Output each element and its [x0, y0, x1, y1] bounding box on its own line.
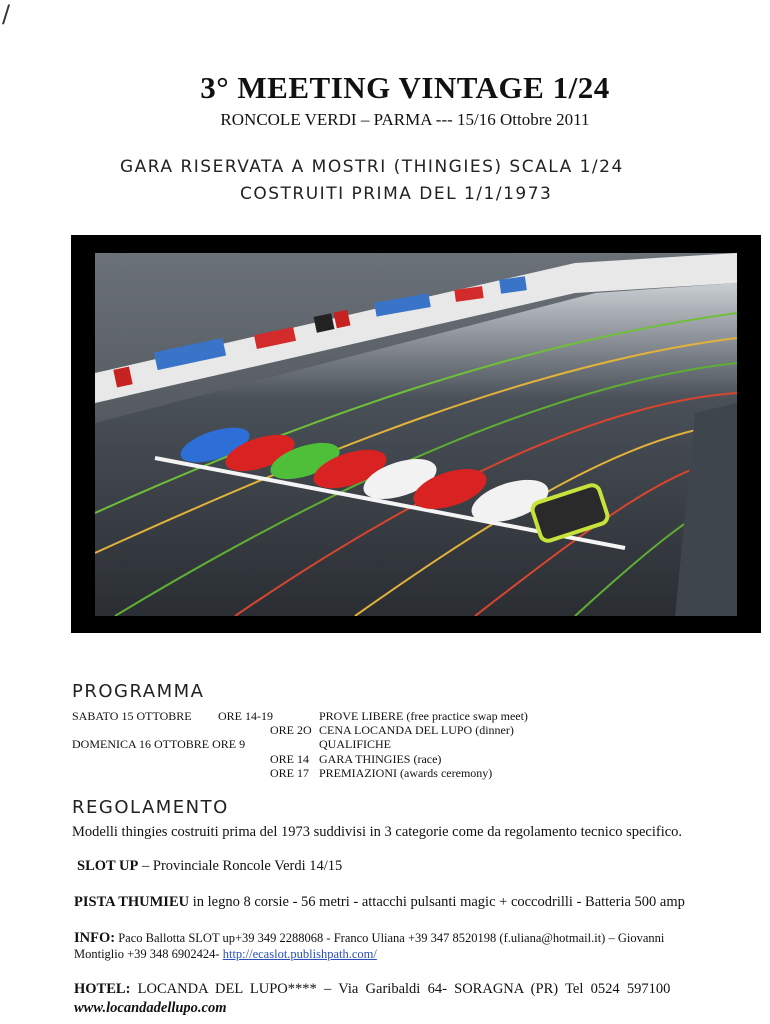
- schedule-event: PREMIAZIONI (awards ceremony): [319, 766, 493, 780]
- slot-up-text: – Provinciale Roncole Verdi 14/15: [138, 858, 343, 874]
- photo-frame: [71, 235, 761, 633]
- pista-label: PISTA THUMIEU: [74, 894, 190, 910]
- slot-up-line: [77, 858, 342, 875]
- schedule-row: [72, 709, 192, 724]
- regolamento-heading: REGOLAMENTO: [72, 797, 229, 818]
- programma-heading: PROGRAMMA: [72, 681, 205, 702]
- schedule-time: ORE 17: [270, 766, 309, 780]
- info-text: Paco Ballotta SLOT up+39 349 2288068 - Franco Uliana +39 347 8520198 (f.uliana@hotmail.it) – Giovanni: [115, 931, 665, 945]
- schedule-time: ORE 2O: [270, 723, 312, 737]
- schedule-time: ORE 14: [270, 752, 309, 766]
- schedule-event: GARA THINGIES (race): [319, 752, 442, 766]
- schedule-day: DOMENICA 16 OTTOBRE ORE 9: [72, 737, 246, 751]
- info-text-2: Montiglio +39 348 6902424-: [74, 947, 220, 961]
- pen-mark: /: [2, 0, 11, 28]
- info-label: INFO:: [74, 930, 116, 946]
- hotel-text: LOCANDA DEL LUPO**** – Via Garibaldi 64- SORAGNA (PR) Tel 0524 597100: [137, 981, 671, 997]
- pista-line: [74, 894, 685, 911]
- ecaslot-link[interactable]: http://ecaslot.publishpath.com/: [222, 947, 377, 961]
- schedule-day: SABATO 15 OTTOBRE: [72, 709, 192, 723]
- schedule-time: ORE 14-19: [218, 709, 273, 723]
- hotel-block: [74, 980, 754, 1018]
- slot-track-photo: [95, 253, 737, 616]
- event-location-date: RONCOLE VERDI – PARMA --- 15/16 Ottobre 2011: [220, 110, 590, 129]
- pista-text: in legno 8 corsie - 56 metri - attacchi pulsanti magic + coccodrilli - Batteria 500 amp: [189, 894, 685, 910]
- schedule-event: CENA LOCANDA DEL LUPO (dinner): [319, 723, 514, 737]
- slot-up-label: SLOT UP: [77, 858, 139, 874]
- hotel-label: HOTEL:: [74, 981, 131, 997]
- race-restriction-line1: GARA RISERVATA A MOSTRI (THINGIES) SCALA 1/24: [120, 157, 624, 177]
- regolamento-text: Modelli thingies costruiti prima del 1973 suddivisi in 3 categorie come da regolamento tecnico specifico.: [72, 824, 683, 840]
- info-block: [74, 930, 754, 962]
- hotel-website: www.locandadellupo.com: [74, 1000, 227, 1016]
- race-restriction-line2: COSTRUITI PRIMA DEL 1/1/1973: [240, 184, 553, 204]
- schedule-event: PROVE LIBERE (free practice swap meet): [319, 709, 528, 723]
- page-title: 3° MEETING VINTAGE 1/24: [200, 70, 610, 105]
- slot-cars-image: [95, 253, 737, 616]
- schedule-event: QUALIFICHE: [319, 737, 391, 751]
